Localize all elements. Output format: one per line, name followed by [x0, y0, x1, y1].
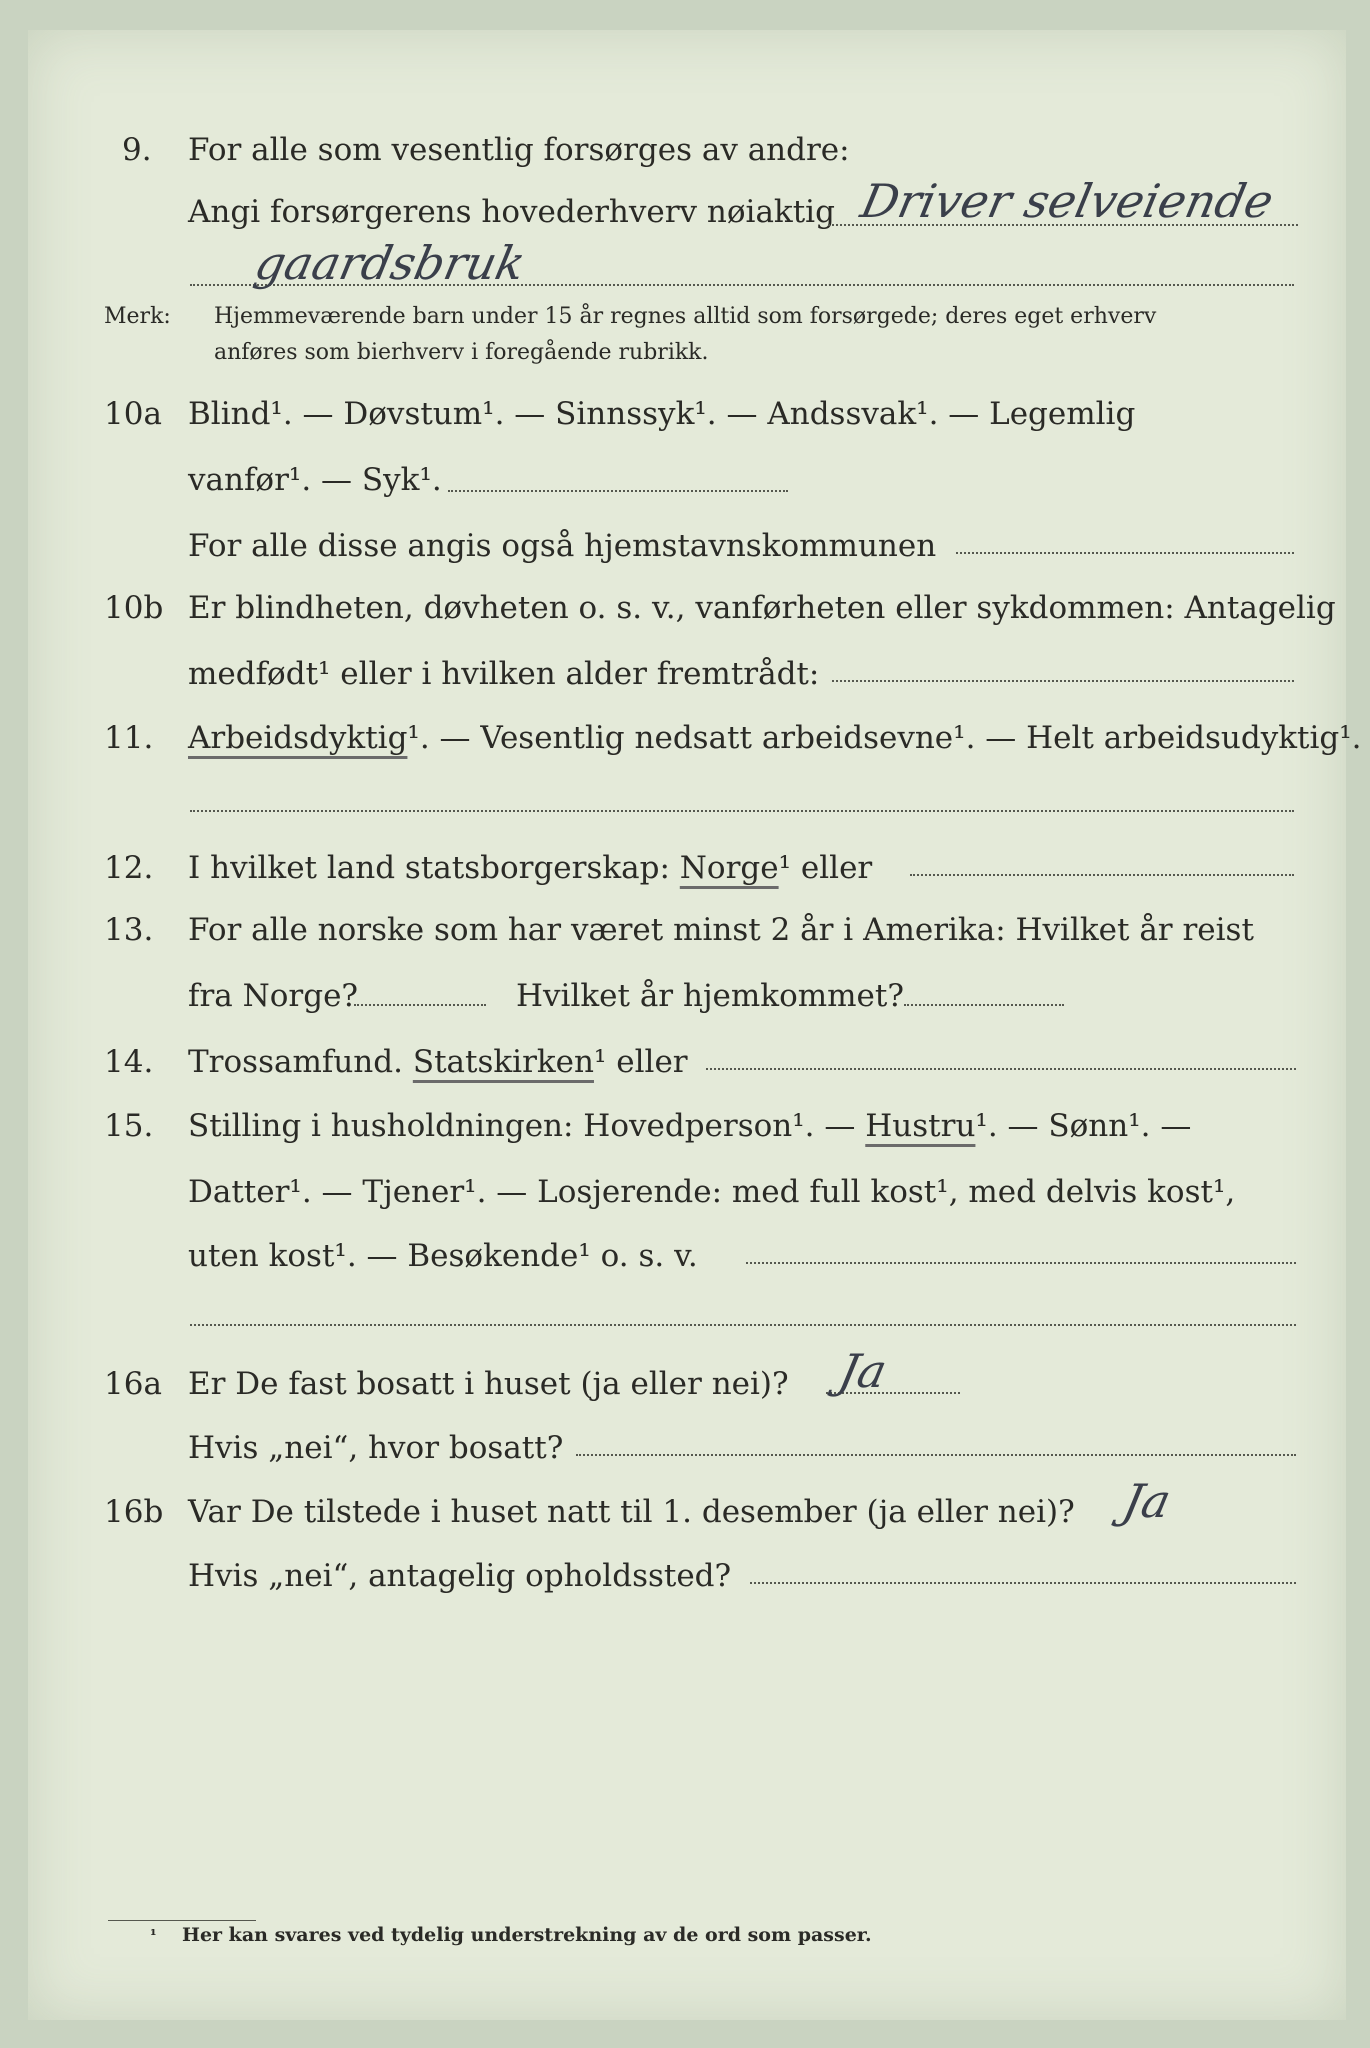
q14-text-pre: Trossamfund.: [188, 1044, 403, 1080]
q10b-text-line2: medfødt¹ eller i hvilken alder fremtrådt:: [188, 656, 820, 692]
q16a-number: 16a: [104, 1366, 162, 1402]
q16a-answer-line2: [576, 1452, 1296, 1456]
q10a-text-line2: vanfør¹. — Syk¹.: [188, 462, 442, 498]
q11-text: [188, 718, 1362, 758]
q13-number: 13.: [104, 912, 154, 948]
merk-text-line2: anføres som bierhverv i foregående rubrikk.: [214, 340, 709, 365]
q15-text-line3: uten kost¹. — Besøkende¹ o. s. v.: [188, 1238, 698, 1274]
footnote-text: Her kan svares ved tydelig understrekning av de ord som passer.: [182, 1924, 872, 1946]
q10a-number: 10a: [104, 396, 162, 432]
q13-answer-line-reist: [354, 1002, 486, 1006]
q15-text-line1: [188, 1106, 1191, 1146]
q14-answer-line: [706, 1066, 1296, 1070]
q9-number: 9.: [122, 132, 152, 168]
q11-option-arbeidsdyktig-underlined: Arbeidsdyktig: [188, 720, 408, 756]
merk-label: Merk:: [104, 304, 171, 329]
q16b-text-line1: Var De tilstede i huset natt til 1. desember (ja eller nei)?: [188, 1494, 1075, 1530]
q12-answer-line: [910, 872, 1294, 876]
q9-handwritten-answer2: gaardsbruk: [250, 236, 531, 290]
q16a-text-line2: Hvis „nei“, hvor bosatt?: [188, 1430, 564, 1466]
q12-option-norge-underlined: Norge: [679, 850, 779, 886]
q12-text: [188, 848, 872, 888]
q15-text-line1a: Stilling i husholdningen: Hovedperson¹. —: [188, 1108, 856, 1144]
q10a-answer-line1: [448, 488, 788, 492]
q10b-number: 10b: [104, 590, 164, 626]
q11-number: 11.: [104, 720, 154, 756]
q15-answer-line2: [190, 1322, 1296, 1326]
q9-handwritten-answer1: Driver selveiende: [856, 174, 1279, 228]
q12-text-pre: I hvilket land statsborgerskap:: [188, 850, 670, 886]
merk-text-line1: Hjemmeværende barn under 15 år regnes alltid som forsørgede; deres eget erhverv: [214, 304, 1157, 329]
q15-text-line2: Datter¹. — Tjener¹. — Losjerende: med full kost¹, med delvis kost¹,: [188, 1174, 1236, 1210]
q14-option-statskirken-underlined: Statskirken: [412, 1044, 594, 1080]
q10b-answer-line: [832, 678, 1294, 682]
q14-text-post: ¹ eller: [593, 1044, 688, 1080]
q10b-text-line1: Er blindheten, døvheten o. s. v., vanførheten eller sykdommen: Antagelig: [188, 590, 1336, 626]
q15-text-line1b: ¹. — Sønn¹. —: [975, 1108, 1192, 1144]
q16a-handwritten-answer: Ja: [834, 1344, 892, 1398]
q10a-text-line3: For alle disse angis også hjemstavnskommunen: [188, 528, 937, 564]
q9-text-line2: Angi forsørgerens hovederhverv nøiaktig: [188, 194, 835, 230]
q13-text-line1: For alle norske som har været minst 2 år i Amerika: Hvilket år reist: [188, 912, 1254, 948]
q16b-number: 16b: [104, 1494, 164, 1530]
q15-option-hustru-underlined: Hustru: [865, 1108, 976, 1144]
q16b-answer-line: [750, 1580, 1296, 1584]
q9-text-line1: For alle som vesentlig forsørges av andre:: [188, 132, 850, 168]
footnote-rule: [108, 1918, 256, 1921]
q13-answer-line-hjemkommet: [904, 1002, 1064, 1006]
q11-answer-line: [190, 808, 1294, 812]
q13-text-line2b: Hvilket år hjemkommet?: [516, 978, 904, 1014]
footnote-mark: ¹: [150, 1926, 157, 1944]
q16a-text-line1: Er De fast bosatt i huset (ja eller nei)?: [188, 1366, 789, 1402]
q10a-answer-line2: [956, 550, 1294, 554]
q11-text-rest: ¹. — Vesentlig nedsatt arbeidsevne¹. — Helt arbeidsudyktig¹.: [407, 720, 1362, 756]
q10a-text-line1: Blind¹. — Døvstum¹. — Sinnssyk¹. — Andssvak¹. — Legemlig: [188, 396, 1136, 432]
q15-number: 15.: [104, 1108, 154, 1144]
q16b-text-line2: Hvis „nei“, antagelig opholdssted?: [188, 1558, 732, 1594]
q14-number: 14.: [104, 1044, 154, 1080]
q14-text: [188, 1042, 688, 1082]
q13-text-line2a: fra Norge?: [188, 978, 359, 1014]
q12-number: 12.: [104, 850, 154, 886]
q15-answer-line1: [746, 1260, 1296, 1264]
q12-text-post: ¹ eller: [778, 850, 873, 886]
q16b-handwritten-answer: Ja: [1118, 1474, 1176, 1528]
